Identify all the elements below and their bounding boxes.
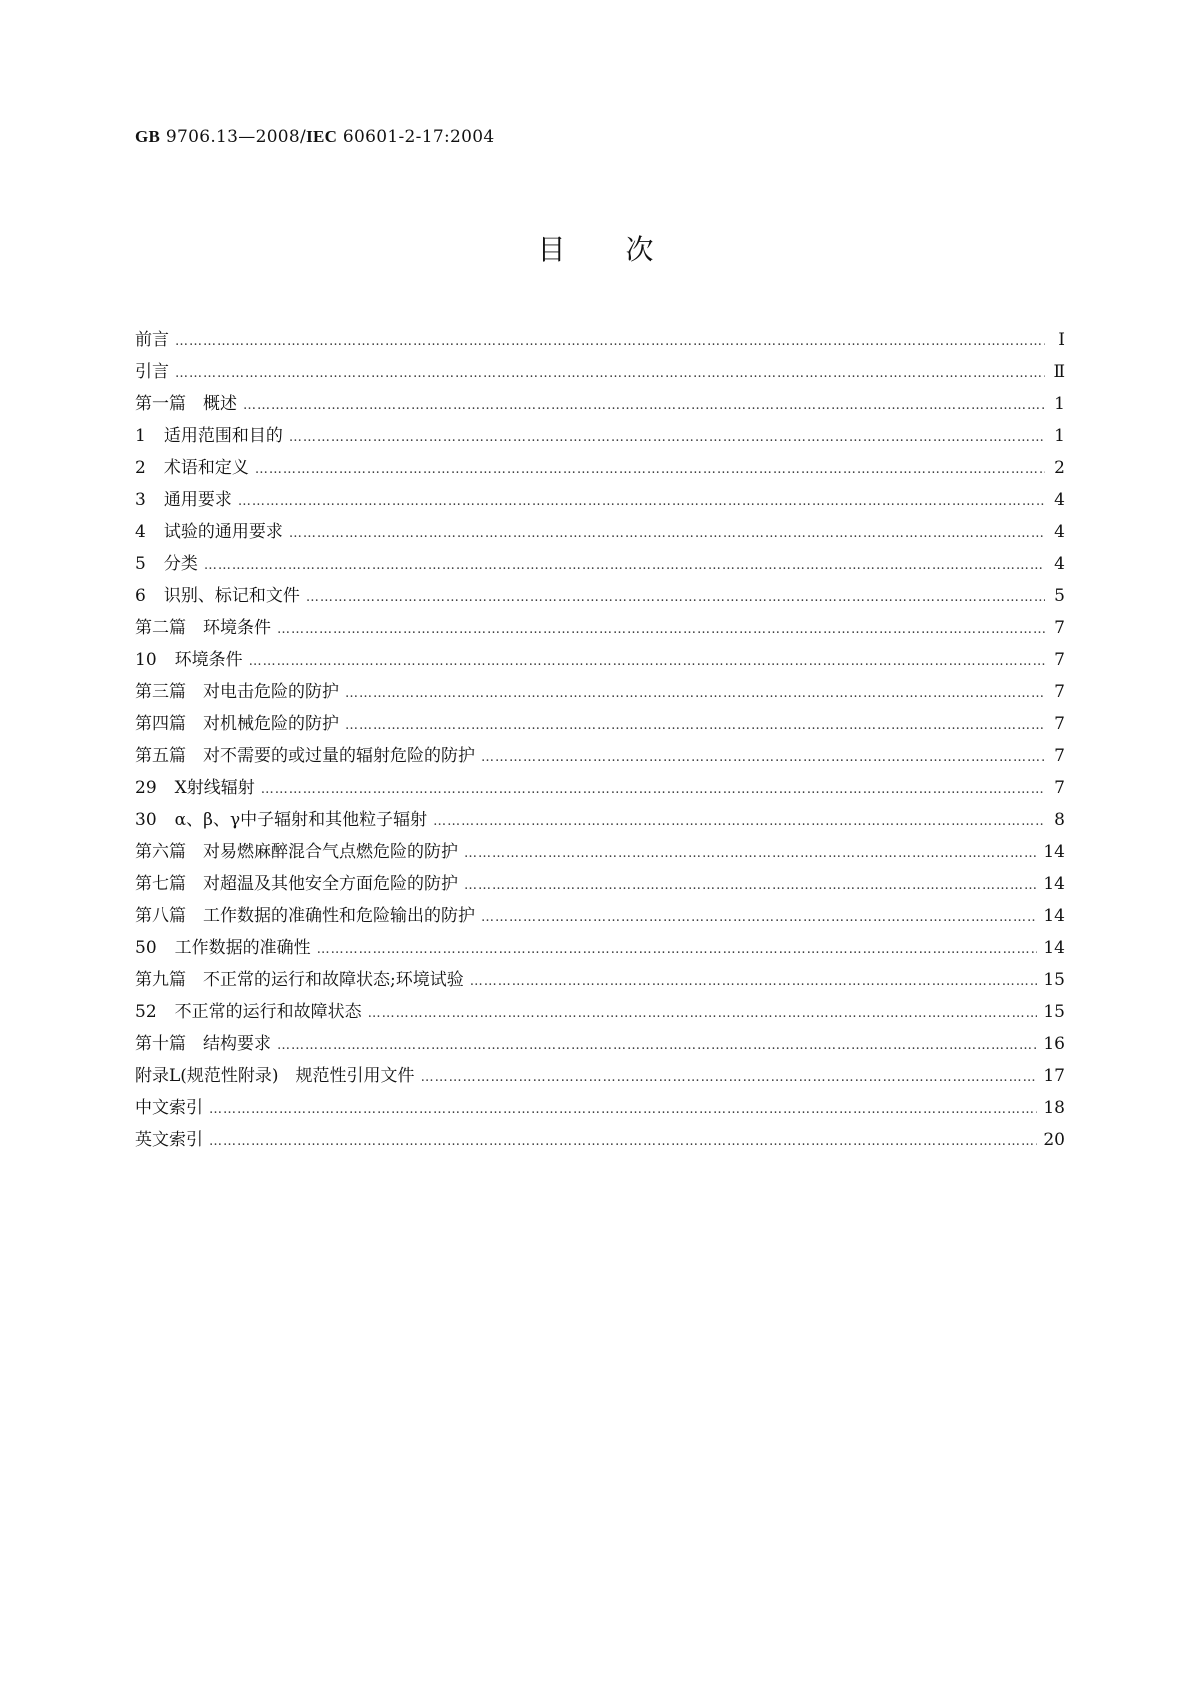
toc-entry-page: 20 (1043, 1130, 1065, 1150)
toc-entry[interactable] (135, 932, 1065, 964)
leader-dots (277, 614, 1045, 646)
toc-entry-page: 7 (1054, 682, 1065, 702)
toc-entry-label: 第八篇 工作数据的准确性和危险输出的防护 (135, 906, 475, 926)
leader-dots (289, 422, 1045, 454)
toc-entry[interactable] (135, 420, 1065, 452)
leader-dots (368, 998, 1038, 1030)
leader-dots (345, 678, 1045, 710)
toc-entry-number: 52 (135, 1002, 157, 1022)
toc-entry-page: 1 (1054, 394, 1065, 414)
toc-entry-number: 50 (135, 938, 157, 958)
toc-entry[interactable] (135, 996, 1065, 1028)
toc-entry-label: 第九篇 不正常的运行和故障状态;环境试验 (135, 970, 464, 990)
leader-dots (255, 454, 1045, 486)
toc-entry-label: α、β、γ中子辐射和其他粒子辐射 (174, 810, 428, 830)
leader-dots (209, 1094, 1037, 1126)
toc-entry-label: 第五篇 对不需要的或过量的辐射危险的防护 (135, 746, 475, 766)
toc-entry-page: Ⅱ (1053, 362, 1065, 382)
leader-dots (317, 934, 1038, 966)
leader-dots (481, 742, 1045, 774)
toc-entry-label: 中文索引 (135, 1098, 203, 1118)
toc-entry-label: 前言 (135, 330, 169, 350)
toc-entry-label: 环境条件 (174, 650, 243, 670)
toc-entry-label: 工作数据的准确性 (174, 938, 311, 958)
toc-entry[interactable] (135, 676, 1065, 708)
toc-entry-page: 4 (1054, 554, 1065, 574)
toc-entry[interactable] (135, 324, 1065, 356)
leader-dots (175, 358, 1045, 390)
toc-entry-label: 分类 (163, 554, 198, 574)
toc-entry-label: 第十篇 结构要求 (135, 1034, 271, 1054)
toc-entry-page: 1 (1054, 426, 1065, 446)
leader-dots (433, 806, 1045, 838)
toc-entry-page: 18 (1043, 1098, 1065, 1118)
toc-entry-number: 30 (135, 810, 157, 830)
toc-entry-number: 4 (135, 522, 146, 542)
toc-entry-label: 附录L(规范性附录) 规范性引用文件 (135, 1066, 415, 1086)
leader-dots (464, 870, 1037, 902)
leader-dots (209, 1126, 1037, 1158)
toc-entry[interactable] (135, 548, 1065, 580)
toc-entry-page: 15 (1043, 970, 1065, 990)
toc-entry-number: 6 (135, 586, 146, 606)
leader-dots (243, 390, 1045, 422)
toc-entry[interactable] (135, 740, 1065, 772)
toc-entry-page: 15 (1043, 1002, 1065, 1022)
toc-entry-label: 通用要求 (163, 490, 232, 510)
toc-entry-page: 14 (1043, 938, 1065, 958)
toc-entry[interactable] (135, 516, 1065, 548)
toc-entry[interactable] (135, 580, 1065, 612)
toc-entry-page: 7 (1054, 650, 1065, 670)
toc-entry-label: 第六篇 对易燃麻醉混合气点燃危险的防护 (135, 842, 458, 862)
toc-entry-label: X射线辐射 (174, 778, 255, 798)
leader-dots (470, 966, 1038, 998)
leader-dots (238, 486, 1045, 518)
leader-dots (464, 838, 1037, 870)
header-iec-number: 60601-2-17:2004 (337, 127, 495, 147)
toc-entry-label: 第三篇 对电击危险的防护 (135, 682, 339, 702)
toc-entry-number: 1 (135, 426, 146, 446)
toc-entry-label: 第四篇 对机械危险的防护 (135, 714, 339, 734)
toc-entry[interactable] (135, 772, 1065, 804)
toc-entry-page: 8 (1054, 810, 1065, 830)
toc-entry-number: 10 (135, 650, 157, 670)
toc-entry[interactable] (135, 868, 1065, 900)
toc-entry-label: 第一篇 概述 (135, 394, 237, 414)
toc-entry-label: 适用范围和目的 (163, 426, 283, 446)
leader-dots (289, 518, 1045, 550)
toc-entry-page: 2 (1054, 458, 1065, 478)
header-number: 9706.13—2008/ (160, 127, 307, 147)
leader-dots (345, 710, 1045, 742)
toc-entry-page: 17 (1043, 1066, 1065, 1086)
toc-entry-page: 14 (1043, 842, 1065, 862)
toc-entry[interactable] (135, 804, 1065, 836)
toc-entry-page: 7 (1054, 746, 1065, 766)
toc-entry-page: 14 (1043, 874, 1065, 894)
toc-entry-page: 16 (1043, 1034, 1065, 1054)
leader-dots (249, 646, 1045, 678)
toc-entry-number: 3 (135, 490, 146, 510)
toc-entry-number: 5 (135, 554, 146, 574)
toc-entry[interactable] (135, 1028, 1065, 1060)
toc-entry-label: 不正常的运行和故障状态 (174, 1002, 362, 1022)
toc-entry-page: 7 (1054, 714, 1065, 734)
toc-entry[interactable] (135, 836, 1065, 868)
toc-entry-page: 5 (1054, 586, 1065, 606)
toc-entry-page: 7 (1054, 618, 1065, 638)
toc-entry-page: 4 (1054, 490, 1065, 510)
leader-dots (204, 550, 1045, 582)
toc-entry-page: 7 (1054, 778, 1065, 798)
leader-dots (261, 774, 1045, 806)
toc-entry[interactable] (135, 452, 1065, 484)
toc-entry[interactable] (135, 1060, 1065, 1092)
toc-entry[interactable] (135, 900, 1065, 932)
toc-entry-page: Ⅰ (1058, 330, 1065, 350)
toc-entry[interactable] (135, 612, 1065, 644)
toc-entry-number: 2 (135, 458, 146, 478)
toc-entry-label: 术语和定义 (163, 458, 249, 478)
page-title: 目次 (537, 233, 714, 266)
toc-entry-label: 识别、标记和文件 (163, 586, 300, 606)
leader-dots (306, 582, 1045, 614)
toc-entry[interactable] (135, 644, 1065, 676)
toc-entry-label: 第二篇 环境条件 (135, 618, 271, 638)
toc-entry-label: 英文索引 (135, 1130, 203, 1150)
toc-entry[interactable] (135, 708, 1065, 740)
header-gb: GB (135, 127, 161, 146)
leader-dots (175, 326, 1045, 358)
toc-entry[interactable] (135, 484, 1065, 516)
standard-number-header (135, 127, 494, 147)
table-of-contents (135, 324, 1065, 1156)
toc-entry-label: 试验的通用要求 (163, 522, 283, 542)
toc-entry[interactable] (135, 964, 1065, 996)
toc-entry[interactable] (135, 388, 1065, 420)
toc-entry-page: 4 (1054, 522, 1065, 542)
toc-entry-page: 14 (1043, 906, 1065, 926)
toc-entry[interactable] (135, 1124, 1065, 1156)
leader-dots (421, 1062, 1038, 1094)
toc-entry-label: 第七篇 对超温及其他安全方面危险的防护 (135, 874, 458, 894)
header-iec: IEC (306, 127, 338, 146)
toc-entry[interactable] (135, 1092, 1065, 1124)
toc-entry-number: 29 (135, 778, 157, 798)
toc-entry[interactable] (135, 356, 1065, 388)
leader-dots (277, 1030, 1037, 1062)
toc-entry-label: 引言 (135, 362, 169, 382)
leader-dots (481, 902, 1037, 934)
